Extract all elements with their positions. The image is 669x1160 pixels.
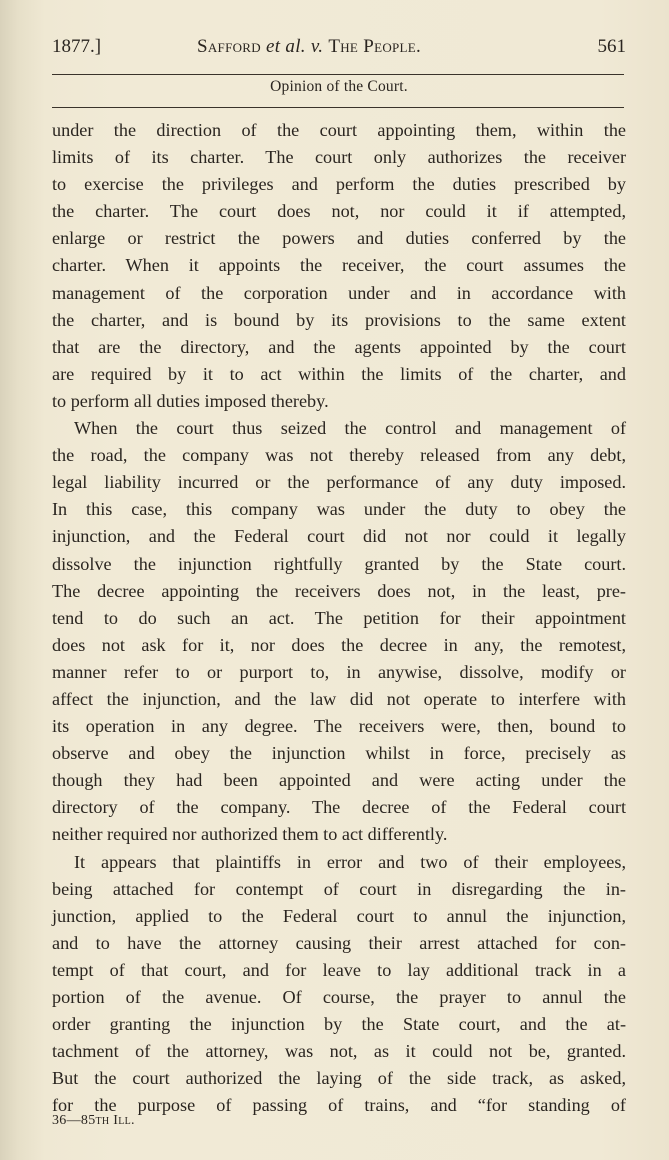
text-line: being attached for contempt of court in disregarding the in- (52, 878, 626, 899)
text-line: legal liability incurred or the performance of any duty imposed. (52, 472, 626, 493)
text-line: and to have the attorney causing their arrest attached for con- (52, 932, 626, 953)
header-rule-bottom (52, 107, 624, 108)
text-line: The decree appointing the receivers does not, in the least, pre- (52, 580, 626, 601)
text-line: the charter. The court does not, nor could it if attempted, (52, 201, 626, 222)
text-line: It appears that plaintiffs in error and two of their employees, (74, 851, 626, 872)
text-line: its operation in any degree. The receivers were, then, bound to (52, 716, 626, 737)
case-versus: v. (310, 36, 324, 57)
section-subhead: Opinion of the Court. (270, 78, 408, 95)
header-rule-top (52, 74, 624, 75)
text-line: directory of the company. The decree of the Federal court (52, 797, 626, 818)
text-line: neither required nor authorized them to act differently. (52, 824, 448, 845)
text-line: though they had been appointed and were acting under the (52, 770, 626, 791)
text-line: injunction, and the Federal court did not nor could it legally (52, 526, 626, 547)
text-line: the road, the company was not thereby released from any debt, (52, 445, 626, 466)
text-line: When the court thus seized the control and management of (74, 418, 626, 439)
running-head-case-title (197, 36, 421, 58)
signature-volume: th Ill. (95, 1113, 135, 1128)
text-line: affect the injunction, and the law did not operate to interfere with (52, 688, 626, 709)
text-line: But the court authorized the laying of the side track, as asked, (52, 1068, 626, 1089)
signature-number: 36—85 (52, 1113, 96, 1128)
text-line: are required by it to act within the limits of the charter, and (52, 363, 626, 384)
text-line: junction, applied to the Federal court to annul the injunction, (52, 905, 626, 926)
running-head (52, 36, 626, 62)
text-line: under the direction of the court appointing them, within the (52, 120, 626, 140)
text-line: observe and obey the injunction whilst in force, precisely as (52, 743, 626, 764)
page-number: 561 (597, 36, 626, 57)
text-line: charter. When it appoints the receiver, the court assumes the (52, 255, 626, 276)
text-line: for the purpose of passing of trains, and “for standing of (52, 1095, 626, 1116)
text-line: enlarge or restrict the powers and duties conferred by the (52, 228, 626, 249)
case-party-1: Safford (197, 36, 261, 57)
text-line: manner refer to or purport to, in anywise, dissolve, modify or (52, 661, 626, 682)
text-line: In this case, this company was under the duty to obey the (52, 499, 626, 520)
text-line: portion of the avenue. Of course, the prayer to annul the (52, 987, 626, 1007)
text-line: dissolve the injunction rightfully granted by the State court. (52, 553, 626, 574)
case-et-al: et al. (266, 36, 306, 57)
text-line: to exercise the privileges and perform the duties prescribed by (52, 174, 626, 195)
text-line: that are the directory, and the agents appointed by the court (52, 336, 626, 357)
text-line: the charter, and is bound by its provisions to the same extent (52, 309, 626, 330)
text-line: order granting the injunction by the State court, and the at- (52, 1014, 626, 1035)
text-line: limits of its charter. The court only authorizes the receiver (52, 147, 626, 168)
text-line: tend to do such an act. The petition for their appointment (52, 607, 626, 628)
case-party-2: The People. (328, 36, 422, 57)
text-line: tachment of the attorney, was not, as it could not be, granted. (52, 1041, 626, 1062)
running-head-year: 1877.] (52, 36, 102, 57)
text-line: management of the corporation under and in accordance with (52, 282, 626, 303)
text-line: does not ask for it, nor does the decree in any, the remotest, (52, 634, 626, 655)
signature-mark (52, 1113, 135, 1129)
text-line: to perform all duties imposed thereby. (52, 390, 329, 411)
text-line: tempt of that court, and for leave to lay additional track in a (52, 959, 626, 980)
body-text (52, 117, 626, 1119)
